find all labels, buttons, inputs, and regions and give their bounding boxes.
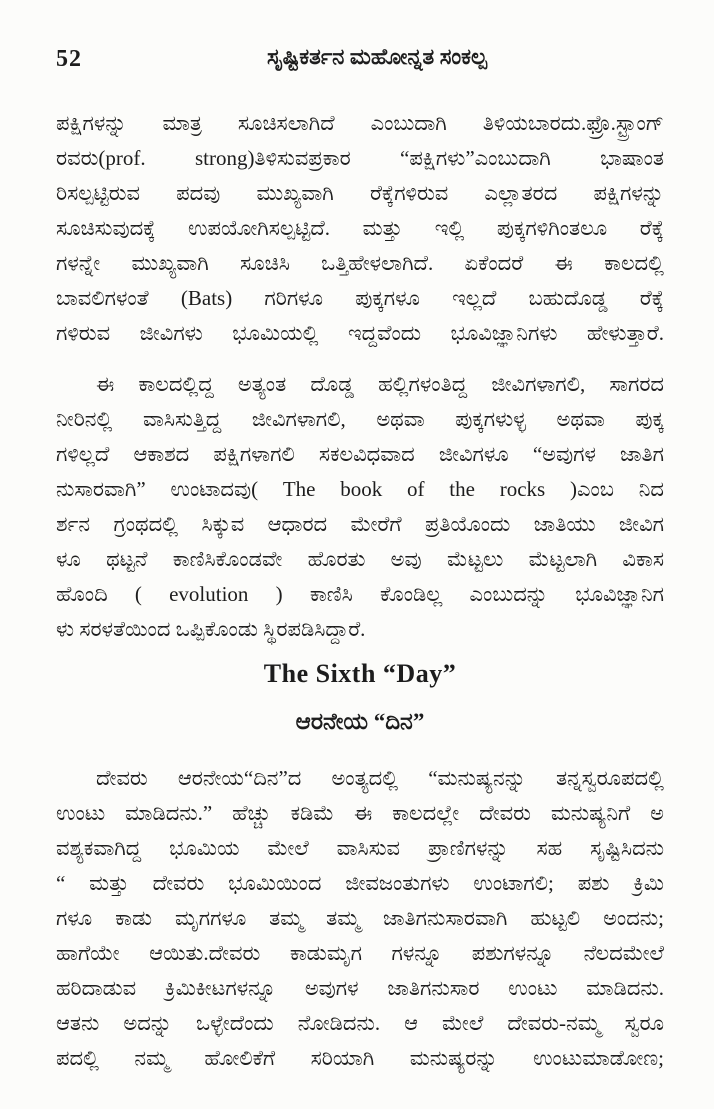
page-number: 52 bbox=[56, 46, 82, 72]
text-line: ಗಳಿರುವ ಜೀವಿಗಳು ಭೂಮಿಯಲ್ಲಿ ಇದ್ದವೆಂದು ಭೂವಿಜ್ಞಾನಿಗಳು ಹೇಳುತ್ತಾರೆ. bbox=[56, 321, 664, 345]
text-line: ದೇವರು ಆರನೇಯ“ದಿನ”ದ ಅಂತ್ಯದಲ್ಲಿ “ಮನುಷ್ಯನನ್ನು ತನ್ನಸ್ವರೂಪದಲ್ಲಿ bbox=[96, 766, 664, 790]
section-heading-kannada: ಆರನೇಯ “ದಿನ” bbox=[295, 709, 425, 734]
text-line: ಪದಲ್ಲಿ ನಮ್ಮ ಹೋಲಿಕೆಗೆ ಸರಿಯಾಗಿ ಮನುಷ್ಯರನ್ನು ಉಂಟುಮಾಡೋಣ; bbox=[56, 1046, 664, 1070]
page-header bbox=[0, 44, 714, 86]
text-line: ಗಳಿಲ್ಲದೆ ಆಕಾಶದ ಪಕ್ಷಿಗಳಾಗಲಿ ಸಕಲವಿಧವಾದ ಜೀವಿಗಳೂ “ಅವುಗಳ ಜಾತಿಗ bbox=[56, 442, 664, 466]
paragraph bbox=[56, 106, 664, 351]
text-line: ಹೊಂದಿ ( evolution ) ಕಾಣಿಸಿ ಕೊಂಡಿಲ್ಲ ಎಂಬುದನ್ನು ಭೂವಿಜ್ಞಾನಿಗ bbox=[56, 582, 664, 606]
text-line: ಆತನು ಅದನ್ನು ಒಳ್ಳೇದೆಂದು ನೋಡಿದನು. ಆ ಮೇಲೆ ದೇವರು-ನಮ್ಮ ಸ್ವರೂ bbox=[56, 1011, 664, 1035]
text-line: ನೀರಿನಲ್ಲಿ ವಾಸಿಸುತ್ತಿದ್ದ ಜೀವಿಗಳಾಗಲಿ, ಅಥವಾ ಪುಕ್ಕಗಳುಳ್ಳ ಅಥವಾ ಪುಕ್ಕ bbox=[56, 407, 664, 431]
text-line: ರವರು(prof. strong)ತಿಳಿಸುವಪ್ರಕಾರ “ಪಕ್ಷಿಗಳು”ಎಂಬುದಾಗಿ ಭಾಷಾಂತ bbox=[56, 146, 664, 170]
text-line: ರಿಸಲ್ಪಟ್ಟಿರುವ ಪದವು ಮುಖ್ಯವಾಗಿ ರೆಕ್ಕೆಗಳಿರುವ ಎಲ್ಲಾತರದ ಪಕ್ಷಿಗಳನ್ನು bbox=[56, 181, 664, 205]
paragraph bbox=[56, 367, 664, 647]
page-content bbox=[0, 106, 714, 1076]
paragraph bbox=[56, 761, 664, 1076]
text-line: ವಶ್ಯಕವಾಗಿದ್ದ ಭೂಮಿಯ ಮೇಲೆ ವಾಸಿಸುವ ಪ್ರಾಣಿಗಳನ್ನು ಸಹ ಸೃಷ್ಟಿಸಿದನು bbox=[56, 836, 664, 860]
text-line: ಳೂ ಥಟ್ಟನೆ ಕಾಣಿಸಿಕೊಂಡವೇ ಹೊರತು ಅವು ಮೆಟ್ಟಲು ಮೆಟ್ಟಲಾಗಿ ವಿಕಾಸ bbox=[56, 547, 664, 571]
text-line: ಉಂಟು ಮಾಡಿದನು.” ಹೆಚ್ಚು ಕಡಿಮೆ ಈ ಕಾಲದಲ್ಲೇ ದೇವರು ಮನುಷ್ಯನಿಗೆ ಅ bbox=[56, 801, 664, 825]
running-header: ಸೃಷ್ಟಿಕರ್ತನ ಮಹೋನ್ನತ ಸಂಕಲ್ಪ bbox=[267, 44, 487, 69]
text-line: ಹಾಗೆಯೇ ಆಯಿತು.ದೇವರು ಕಾಡುಮೃಗ ಗಳನ್ನೂ ಪಶುಗಳನ್ನೂ ನೆಲದಮೇಲೆ bbox=[56, 941, 664, 965]
text-line: ಗಳನ್ನೇ ಮುಖ್ಯವಾಗಿ ಸೂಚಿಸಿ ಒತ್ತಿಹೇಳಲಾಗಿದೆ. ಏಕೆಂದರೆ ಈ ಕಾಲದಲ್ಲಿ bbox=[56, 251, 664, 275]
text-line: ನುಸಾರವಾಗಿ” ಉಂಟಾದವು( The book of the rocks )ಎಂಬ ನಿದ bbox=[56, 477, 664, 501]
text-line: ಳು ಸರಳತೆಯಿಂದ ಒಪ್ಪಿಕೊಂಡು ಸ್ಥಿರಪಡಿಸಿದ್ದಾರೆ. bbox=[56, 617, 366, 641]
text-line: ಈ ಕಾಲದಲ್ಲಿದ್ದ ಅತ್ಯಂತ ದೊಡ್ಡ ಹಲ್ಲಿಗಳಂತಿದ್ದ ಜೀವಿಗಳಾಗಲಿ, ಸಾಗರದ bbox=[96, 372, 664, 396]
text-line: ಬಾವಲಿಗಳಂತೆ (Bats) ಗರಿಗಳೂ ಪುಕ್ಕಗಳೂ ಇಲ್ಲದೆ ಬಹುದೊಡ್ಡ ರೆಕ್ಕೆ bbox=[56, 286, 664, 310]
text-line: ಸೂಚಿಸುವುದಕ್ಕೆ ಉಪಯೋಗಿಸಲ್ಪಟ್ಟಿದೆ. ಮತ್ತು ಇಲ್ಲಿ ಪುಕ್ಕಗಳಿಗಿಂತಲೂ ರೆಕ್ಕೆ bbox=[56, 216, 664, 240]
text-line: ರ್ಶನ ಗ್ರಂಥದಲ್ಲಿ ಸಿಕ್ಕುವ ಆಧಾರದ ಮೇರೆಗೆ ಪ್ರತಿಯೊಂದು ಜಾತಿಯು ಜೀವಿಗ bbox=[56, 512, 664, 536]
text-line: ಗಳೂ ಕಾಡು ಮೃಗಗಳೂ ತಮ್ಮ ತಮ್ಮ ಜಾತಿಗನುಸಾರವಾಗಿ ಹುಟ್ಟಲಿ ಅಂದನು; bbox=[56, 906, 664, 930]
text-line: “ ಮತ್ತು ದೇವರು ಭೂಮಿಯಿಂದ ಜೀವಜಂತುಗಳು ಉಂಟಾಗಲಿ; ಪಶು ಕ್ರಿಮಿ bbox=[56, 871, 664, 895]
text-line: ಪಕ್ಷಿಗಳನ್ನು ಮಾತ್ರ ಸೂಚಿಸಲಾಗಿದೆ ಎಂಬುದಾಗಿ ತಿಳಿಯಬಾರದು.ಫ್ರೊ.ಸ್ಟ್ರಾಂಗ್ bbox=[56, 111, 664, 135]
text-line: ಹರಿದಾಡುವ ಕ್ರಿಮಿಕೀಟಗಳನ್ನೂ ಅವುಗಳ ಜಾತಿಗನುಸಾರ ಉಂಟು ಮಾಡಿದನು. bbox=[56, 976, 664, 1000]
section-heading-english: The Sixth “Day” bbox=[263, 659, 457, 688]
